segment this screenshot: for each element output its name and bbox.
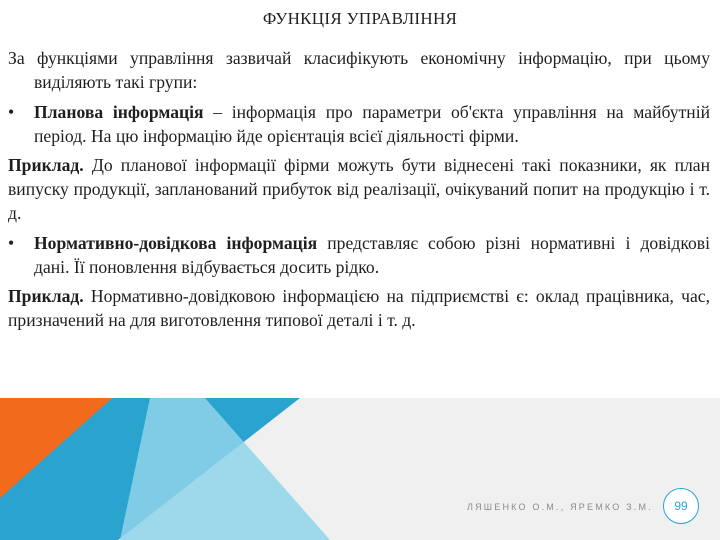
example-text: До планової інформації фірми можуть бути віднесені такі показники, як план випуску продукції, запланований прибуток від реалізації, очікуваний попит на продукцію і т. д. xyxy=(8,155,710,223)
bullet-marker: • xyxy=(8,233,15,253)
page-number: 99 xyxy=(663,488,699,524)
slide-content xyxy=(8,46,710,335)
slide-title: ФУНКЦІЯ УПРАВЛІННЯ xyxy=(262,9,458,28)
example-label: Приклад. xyxy=(8,286,84,306)
intro-paragraph: За функціями управління зазвичай класифікують економічну інформацію, при цьому виділяють такі групи: xyxy=(8,48,710,92)
example-paragraph-2 xyxy=(8,284,710,332)
decorative-triangles xyxy=(0,398,330,540)
example-paragraph-1 xyxy=(8,153,710,225)
example-text: Нормативно-довідковою інформацією на підприємстві є: оклад працівника, час, призначений на для виготовлення типової деталі і т. д. xyxy=(8,286,710,330)
bullet-term: Планова інформація xyxy=(34,102,204,122)
bullet-term: Нормативно-довідкова інформація xyxy=(34,233,318,253)
bullet-planned-info xyxy=(8,100,710,148)
bullet-marker: • xyxy=(8,102,15,122)
bullet-reference-info xyxy=(8,231,710,279)
footer-author: ЛЯШЕНКО О.М., ЯРЕМКО З.М. xyxy=(467,502,653,512)
bullet-text: – інформація про параметри об'єкта управління на майбутній період. На цю інформацію йде орієнтація всієї діяльності фірми. xyxy=(34,102,710,146)
example-label: Приклад. xyxy=(8,155,84,175)
bullet-text: представляє собою різні нормативні і довідкові дані. Її поновлення відбувається досить рідко. xyxy=(34,233,710,277)
